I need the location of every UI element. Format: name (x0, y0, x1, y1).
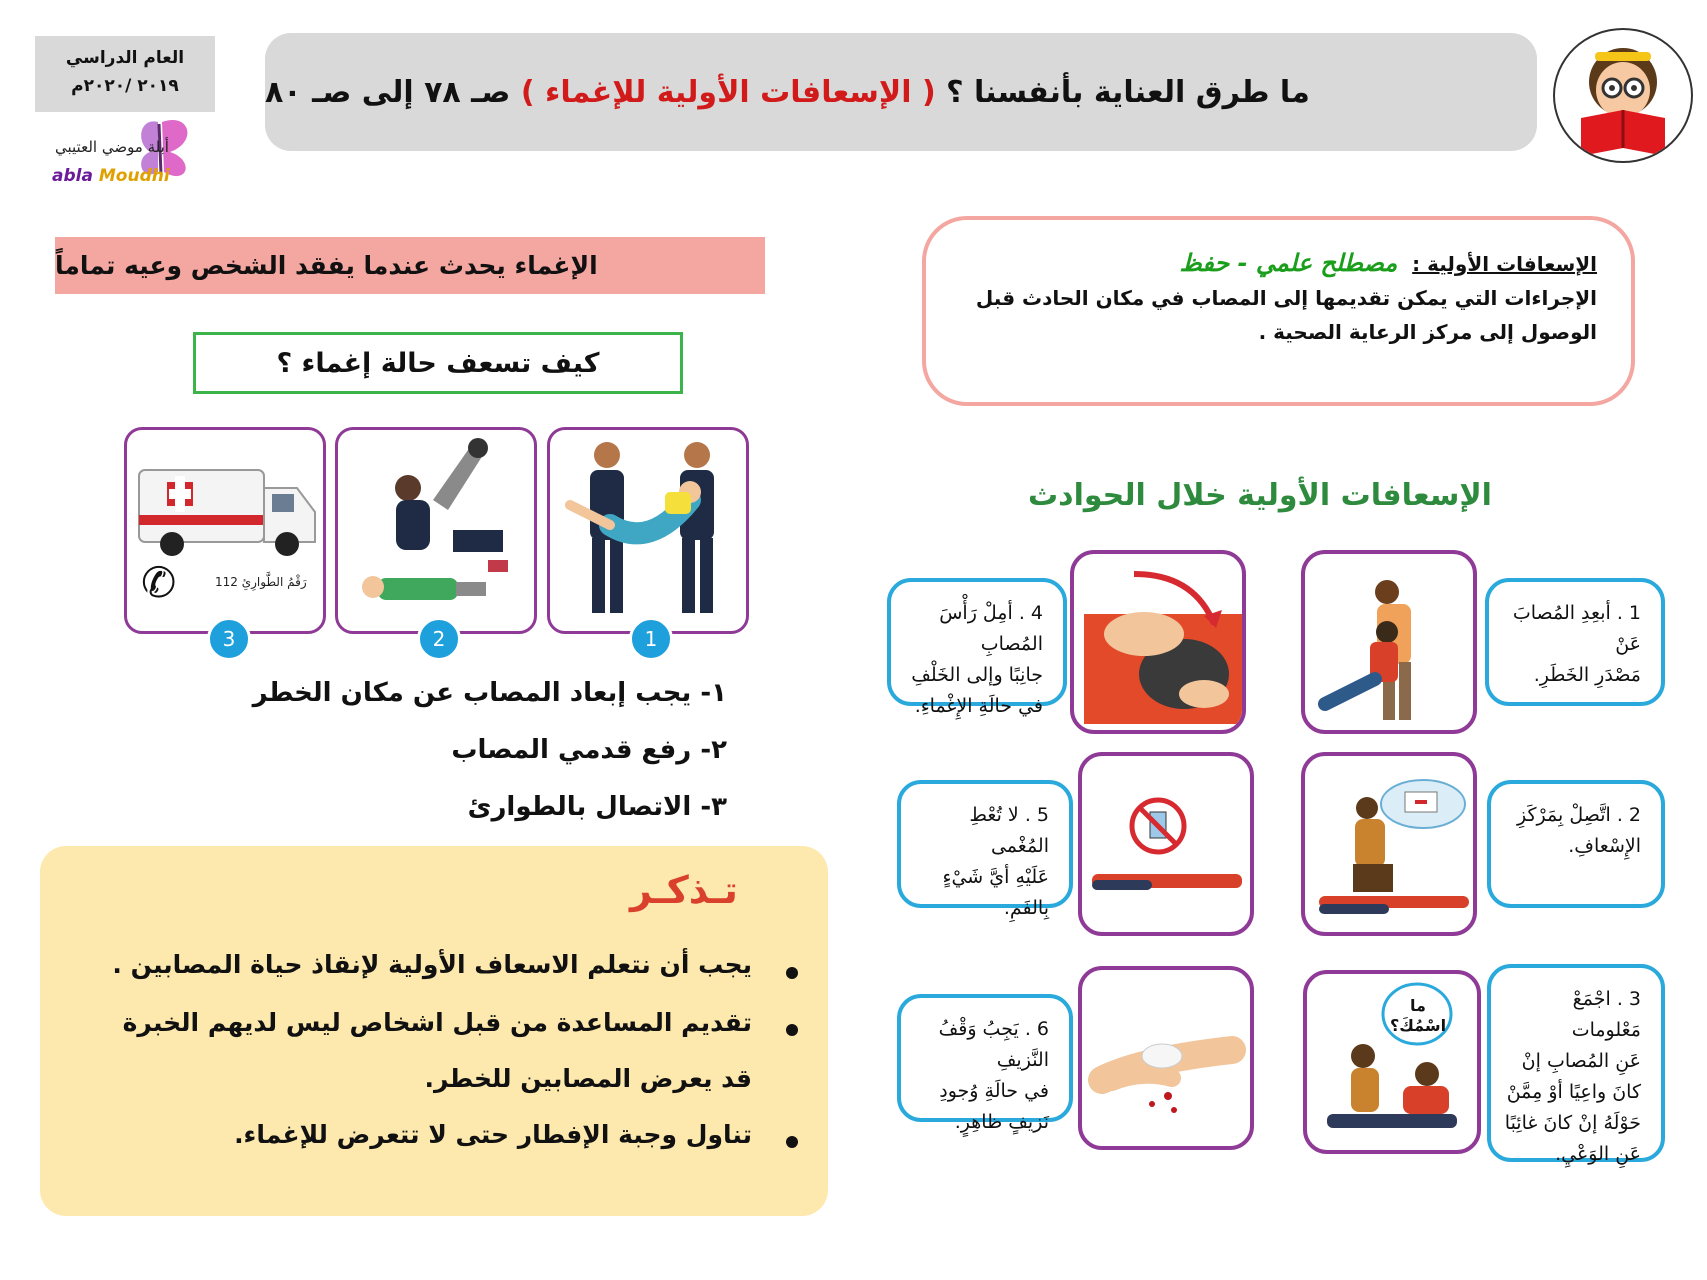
accident-3-line-3: كانَ واعِيًا أوْ مِمَّنْ (1506, 1081, 1641, 1103)
remember-title: تـذكـر (630, 868, 738, 912)
logo-english-text (52, 166, 170, 186)
accident-card-1 (1485, 578, 1665, 706)
school-year-value: ٢٠١٩ /٢٠٢٠م (71, 76, 179, 96)
raise-legs-illustration (338, 430, 534, 631)
bullet-icon (786, 1136, 798, 1148)
reading-girl-icon (1555, 30, 1691, 161)
accident-card-3 (1487, 964, 1665, 1165)
accident-2-line-2: الإِسْعافِ. (1568, 835, 1641, 857)
accident-3-line-2: عَنِ المُصابِ إنْ (1521, 1050, 1641, 1072)
accident-1-line-1: أبعِدِ المُصابَ عَنْ (1512, 602, 1641, 655)
accident-card-2 (1487, 780, 1665, 908)
step-number-2: 2 (417, 617, 461, 661)
accident-image-2 (1301, 752, 1477, 936)
accident-5-number: 5 . (1024, 804, 1049, 826)
fainting-step-1: ١- يجب إبعاد المصاب عن مكان الخطر (252, 678, 727, 708)
accident-6-line-2: في حالَةِ وُجودِ (939, 1080, 1049, 1102)
definition-text (956, 281, 1597, 349)
title-main: ما طرق العناية بأنفسنا ؟ (946, 74, 1310, 110)
reading-girl-avatar (1553, 28, 1693, 163)
page-title (265, 33, 1537, 151)
emergency-number-label: رَقْمُ الطَّوارِئِ 112 (215, 575, 307, 589)
accident-2-number: 2 . (1616, 804, 1641, 826)
accident-image-6 (1078, 966, 1254, 1150)
step-card-call-emergency (124, 427, 326, 634)
title-red: ( الإسعافات الأولية للإغماء ) (520, 74, 936, 110)
accident-1-line-2: مَصْدَرِ الخَطَرِ. (1533, 664, 1641, 686)
accident-5-line-3: بِالفَمِ. (1003, 897, 1049, 919)
accident-3-number: 3 . (1616, 988, 1641, 1010)
step-number-1: 1 (629, 617, 673, 661)
accident-4-line-2: جانِبًا وإلى الخَلْفِ (911, 664, 1043, 686)
carry-patient-illustration (550, 430, 746, 631)
accident-card-5 (897, 780, 1073, 919)
accident-3-line-5: عَنِ الوَعْيِ. (1555, 1143, 1641, 1165)
accident-4-line-1: أمِلْ رَأْسَ المُصابِ (939, 602, 1043, 655)
accident-4-number: 4 . (1018, 602, 1043, 624)
accidents-section-title: الإسعافات الأولية خلال الحوادث (1028, 478, 1492, 513)
school-year-label: العام الدراسي (65, 48, 185, 68)
logo-arabic-text: أبلة موضي العتيبي (55, 138, 169, 156)
definition-term: الإسعافات الأولية : (1412, 252, 1597, 276)
remember-item-1: يجب أن نتعلم الاسعاف الأولية لإنقاذ حياة المصابين . (112, 950, 752, 979)
speech-bubble: ما اسْمُكَ؟ (1389, 996, 1447, 1035)
accident-6-line-3: نَزيفٍ ظاهِرٍ. (954, 1111, 1049, 1133)
definition-note: مصطلح علمي - حفظ (1179, 249, 1398, 277)
definition-line-1: الإجراءات التي يمكن تقديمها إلى المصاب في مكان الحادث قبل (975, 286, 1597, 310)
accident-3-line-1: اجْمَعْ مَعْلومات (1571, 988, 1641, 1041)
remember-item-3: تناول وجبة الإفطار حتى لا تتعرض للإغماء. (234, 1120, 752, 1149)
step-card-carry (547, 427, 749, 634)
accident-card-4 (887, 578, 1067, 717)
phone-icon: ✆ (141, 558, 177, 607)
fainting-definition-banner: الإغماء يحدث عندما يفقد الشخص وعيه تماماً (55, 237, 765, 294)
tilt-head-illustration (1074, 554, 1242, 730)
accident-5-line-2: عَلَيْهِ أيَّ شَيْءٍ (942, 866, 1049, 888)
accident-3-line-4: حَوْلَهُ إنْ كانَ غائِبًا (1504, 1112, 1641, 1134)
remember-item-2-continued: قد يعرض المصابين للخطر. (424, 1064, 752, 1093)
definition-line-2: الوصول إلى مركز الرعاية الصحية . (1258, 320, 1597, 344)
stop-bleeding-illustration (1082, 970, 1250, 1146)
accident-image-4 (1070, 550, 1246, 734)
accident-image-1 (1301, 550, 1477, 734)
accident-6-number: 6 . (1024, 1018, 1049, 1040)
accident-4-line-3: في حالَةِ الإِغْماءِ. (914, 695, 1043, 717)
bullet-icon (786, 967, 798, 979)
title-pages: صـ ٧٨ إلى صـ ٨٠ (265, 74, 511, 110)
logo-abla: abla (52, 166, 93, 186)
step-card-raise-legs (335, 427, 537, 634)
bullet-icon (786, 1024, 798, 1036)
accident-card-6 (897, 994, 1073, 1133)
call-ambulance-illustration (1305, 756, 1473, 932)
fainting-step-2: ٢- رفع قدمي المصاب (451, 735, 727, 765)
step-number-3: 3 (207, 617, 251, 661)
accident-2-line-1: اتَّصِلْ بِمَرْكَزِ (1517, 804, 1611, 826)
how-to-aid-title: كيف تسعف حالة إغماء ؟ (193, 332, 683, 394)
remember-item-2: تقديم المساعدة من قبل اشخاص ليس لديهم الخبرة (122, 1008, 752, 1037)
accident-5-line-1: لا تُعْطِ المُغْمى (969, 804, 1049, 857)
school-year-box (35, 36, 215, 112)
accident-6-line-1: يَجِبُ وَقْفُ النَّزيفِ (938, 1018, 1049, 1071)
fainting-step-3: ٣- الاتصال بالطوارئ (467, 792, 727, 822)
definition-term-row (956, 246, 1597, 281)
first-aid-definition-panel (922, 216, 1635, 406)
accident-image-3 (1303, 970, 1481, 1154)
accident-1-number: 1 . (1616, 602, 1641, 624)
logo-moudhi: Moudhi (98, 166, 170, 186)
accident-image-5 (1078, 752, 1254, 936)
no-water-illustration (1082, 756, 1250, 932)
move-away-illustration (1305, 554, 1473, 730)
